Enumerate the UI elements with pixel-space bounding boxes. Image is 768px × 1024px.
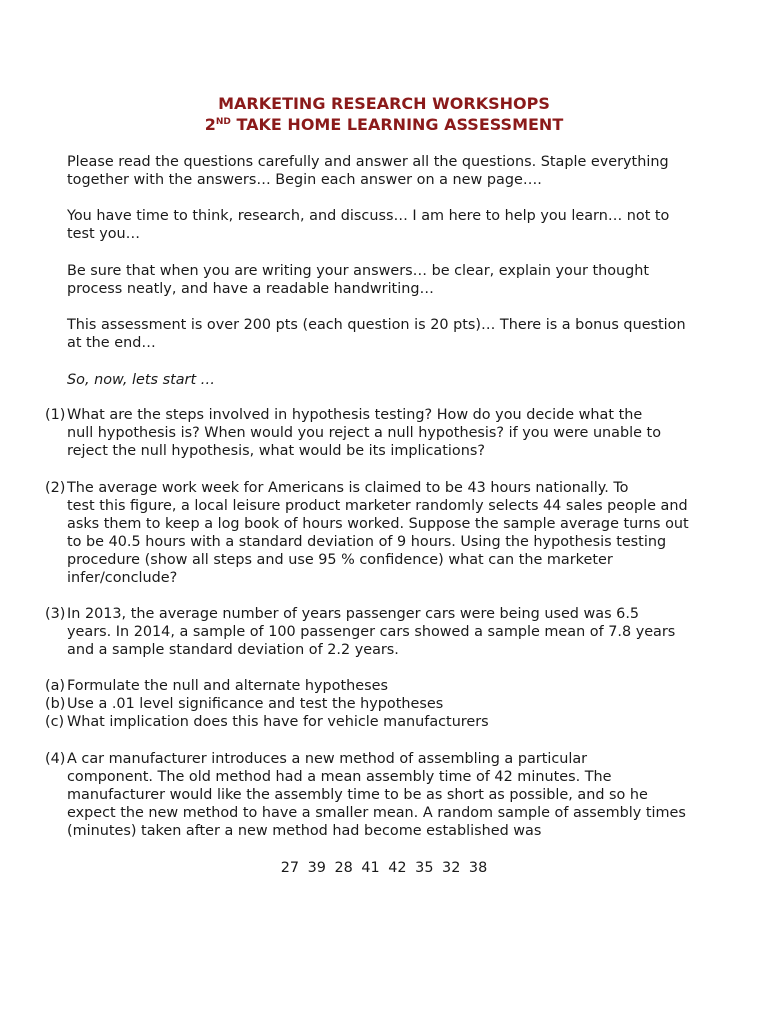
subtitle-ordinal: 2 [204,115,216,134]
subtitle-ordinal-suffix: ND [215,117,231,127]
subitem-c-label: (c) [45,714,65,730]
subtitle-text: TAKE HOME LEARNING ASSESSMENT [230,115,564,134]
intro-paragraph-instructions: Please read the questions carefully and answer all the questions. Staple everything together with the answers… Begin each answer on a new page…. [67,154,669,188]
intro-paragraph-start: So, now, lets start … [67,372,216,388]
intro-paragraph-clarity: Be sure that when you are writing your answers… be clear, explain your thought process neatly, and have a readable handwriting… [67,263,650,297]
subitem-a-text: Formulate the null and alternate hypotheses [67,678,388,694]
subitem-b-label: (b) [45,696,66,712]
question-2-number: (2) [45,480,66,496]
question-2-text: The average work week for Americans is claimed to be 43 hours nationally. To test this figure, a local leisure product marketer randomly selects 44 sales people and asks them to keep a log book of hours worked. Suppose the sample average turns out to be 40.5 hours with a standard deviation of 9 hours. Using the hypothesis testing procedure (show all steps and use 95 % confidence) what can the marketer infer/conclude? [67,480,689,586]
document-title: MARKETING RESEARCH WORKSHOPS [218,94,550,113]
question-3-number: (3) [45,606,66,622]
question-4-text: A car manufacturer introduces a new method of assembling a particular component. The old method had a mean assembly time of 42 minutes. The manufacturer would like the assembly time to be as short as possible, and so he expect the new method to have a smaller mean. A random sample of assembly times (minutes) taken after a new method had become established was [67,751,686,839]
question-4-number: (4) [45,751,66,767]
question-1-number: (1) [45,407,66,423]
intro-paragraph-time: You have time to think, research, and discuss… I am here to help you learn… not to test you… [67,208,670,242]
subitem-b-text: Use a .01 level significance and test the hypotheses [67,696,444,712]
intro-paragraph-points: This assessment is over 200 pts (each question is 20 pts)… There is a bonus question at the end… [67,317,686,351]
question-1-text: What are the steps involved in hypothesis testing? How do you decide what the null hypothesis is? When would you reject a null hypothesis? if you were unable to reject the null hypothesis, what would be its implications? [67,407,662,459]
question-3-text: In 2013, the average number of years passenger cars were being used was 6.5 years. In 2014, a sample of 100 passenger cars showed a sample mean of 7.8 years and a sample standard deviation of 2.2 years. [67,606,676,658]
subitem-c-text: What implication does this have for vehicle manufacturers [67,714,489,730]
sample-values: 27 39 28 41 42 35 32 38 [280,860,488,876]
subitem-a-label: (a) [45,678,66,694]
document-subtitle [0,116,768,134]
